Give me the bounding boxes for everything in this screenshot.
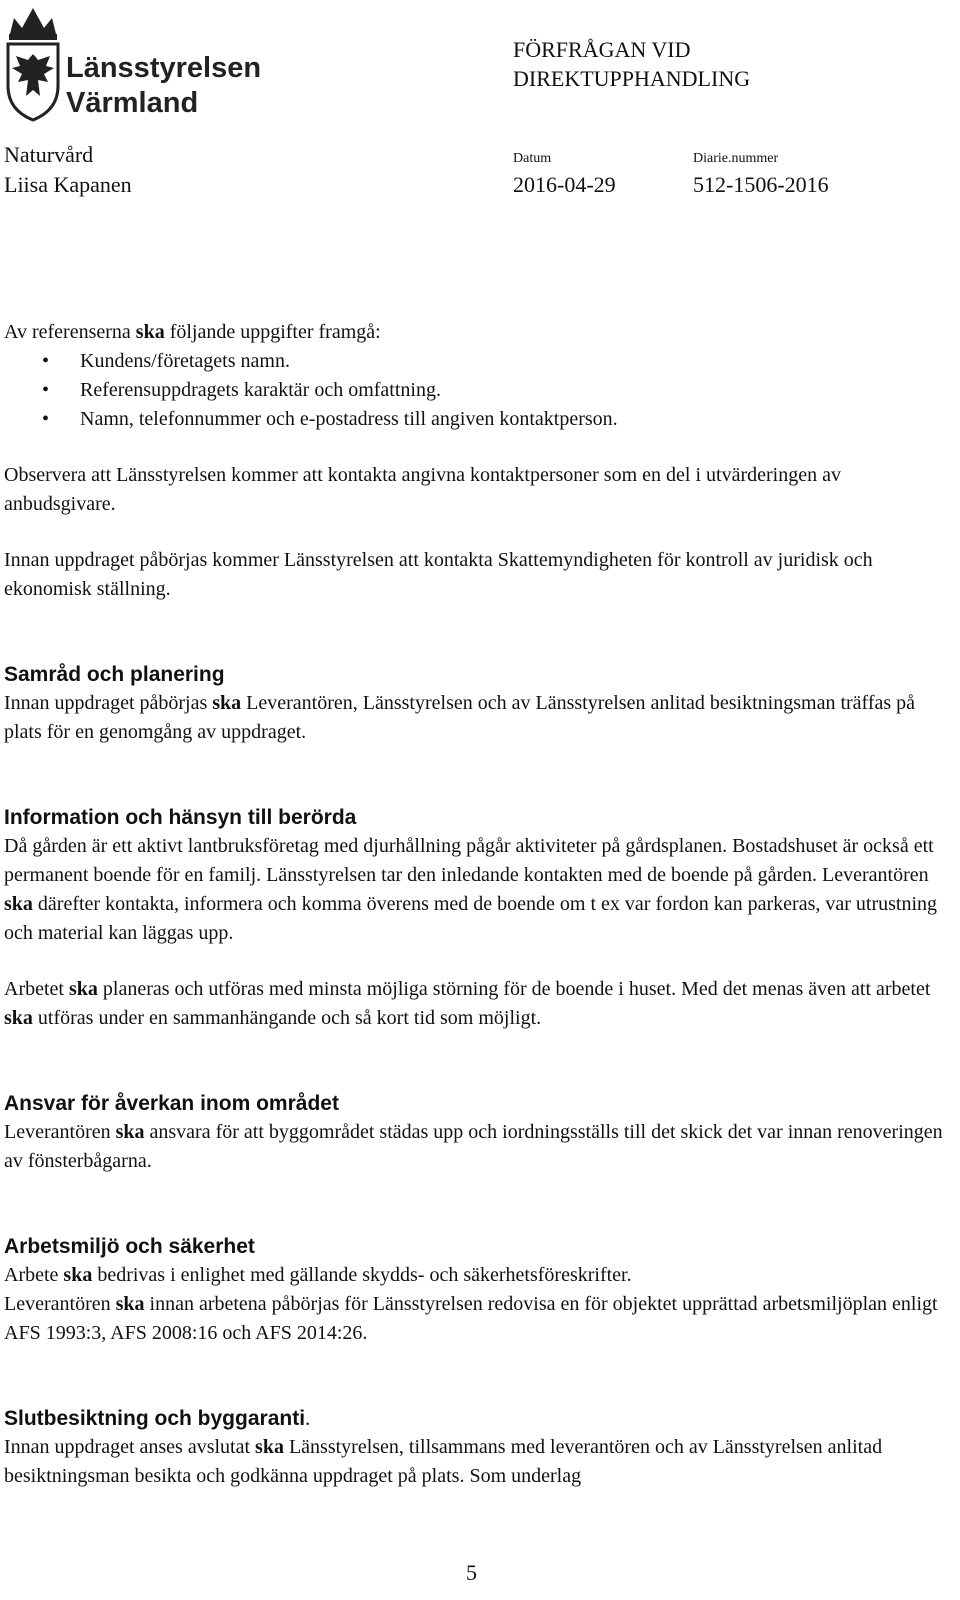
coat-of-arms-icon: [4, 4, 62, 122]
org-name-line1: Länsstyrelsen: [66, 52, 262, 84]
person-name: Liisa Kapanen: [4, 172, 132, 197]
org-name-line2: Värmland: [66, 87, 199, 119]
diarie-label: Diarie.nummer: [693, 151, 779, 166]
slutbesiktning-paragraph: Innan uppdraget anses avslutat ska Länsstyrelsen, tillsammans med leverantören och av Länsstyrelsen anlitad besiktningsman besikta och godkänna uppdraget på plats. Som underlag: [4, 1436, 883, 1487]
department: Naturvård: [4, 142, 94, 167]
ansvar-paragraph: Leverantören ska ansvara för att byggområdet städas upp och iordningsställs till det skick det var innan renoveringen av fönsterbågarna.: [4, 1121, 943, 1172]
list-item: • Referensuppdragets karaktär och omfattning.: [4, 376, 956, 405]
section-heading-samrad: Samråd och planering: [4, 663, 225, 686]
samrad-paragraph: Innan uppdraget påbörjas ska Leverantören, Länsstyrelsen och av Länsstyrelsen anlitad besiktningsman träffas på plats för en genomgång av uppdraget.: [4, 692, 916, 743]
tax-check-paragraph: Innan uppdraget påbörjas kommer Länsstyrelsen att kontakta Skattemyndigheten för kontroll av juridisk och ekonomisk ställning.: [4, 549, 873, 600]
logo: [4, 4, 262, 122]
observe-paragraph: Observera att Länsstyrelsen kommer att kontakta angivna kontaktpersoner som en del i utvärderingen av anbudsgivare.: [4, 464, 841, 515]
references-lead: Av referenserna ska följande uppgifter framgå:: [4, 321, 381, 343]
section-heading-slutbesiktning: Slutbesiktning och byggaranti.: [4, 1406, 311, 1430]
list-item: • Namn, telefonnummer och e-postadress till angiven kontaktperson.: [4, 405, 956, 434]
information-paragraph: Då gården är ett aktivt lantbruksföretag med djurhållning pågår aktiviteter på gårdsplanen. Bostadshuset är också ett permanent boende för en familj. Länsstyrelsen tar den inledande kontakten med de boende på gården. Leverantören ska därefter kontakta, informera och komma överens med de boende om t ex var fordon kan parkeras, var utrustning och material kan läggas upp.: [4, 835, 938, 944]
section-heading-arbetsmiljo: Arbetsmiljö och säkerhet: [4, 1235, 255, 1258]
section-heading-ansvar: Ansvar för åverkan inom området: [4, 1092, 339, 1115]
date-value: 2016-04-29: [513, 172, 616, 197]
page-number: 5: [466, 1560, 477, 1585]
arbetsmiljo-line-1: Arbete ska bedrivas i enlighet med gällande skydds- och säkerhetsföreskrifter.: [4, 1264, 632, 1286]
date-label: Datum: [513, 151, 552, 166]
list-item: • Kundens/företagets namn.: [4, 347, 956, 376]
arbetsmiljo-line-2: Leverantören ska innan arbetena påbörjas för Länsstyrelsen redovisa en för objektet upprättad arbetsmiljöplan enligt AFS 1993:3, AFS 2008:16 och AFS 2014:26.: [4, 1293, 938, 1344]
references-list: [4, 347, 956, 434]
body: [4, 318, 956, 1491]
document-type: FÖRFRÅGAN VID DIREKTUPPHANDLING: [513, 37, 751, 91]
section-heading-information: Information och hänsyn till berörda: [4, 806, 357, 829]
diarie-value: 512-1506-2016: [693, 172, 829, 197]
information-paragraph-2: Arbetet ska planeras och utföras med minsta möjliga störning för de boende i huset. Med det menas även att arbetet ska utföras under en sammanhängande och så kort tid som möjligt.: [4, 978, 931, 1029]
